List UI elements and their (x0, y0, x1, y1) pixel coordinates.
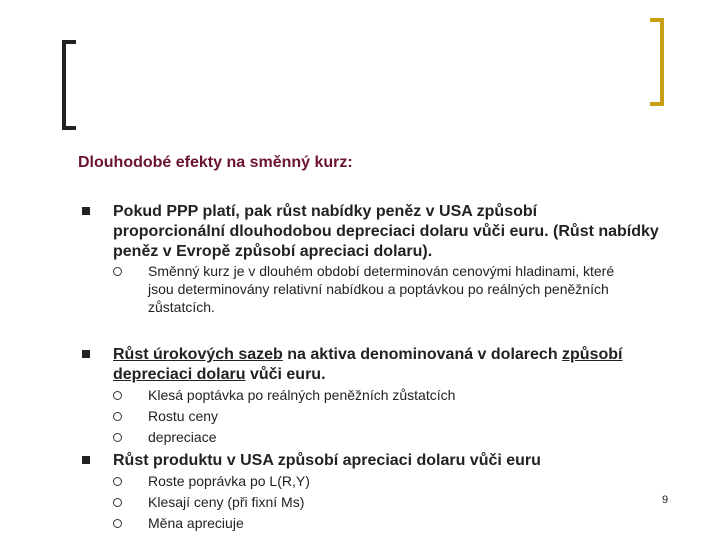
page-number: 9 (662, 494, 669, 506)
sub-bullet-money-demand: Roste poprávka po L(R,Y) (148, 473, 310, 489)
square-bullet-icon (82, 456, 90, 464)
circle-bullet-icon (113, 477, 122, 486)
bullet-line: Pokud PPP platí, pak růst nabídky peněz v USA způsobí (113, 203, 538, 220)
underlined-phrase: depreciaci dolaru (113, 366, 246, 383)
underlined-phrase: Růst úrokových sazeb (113, 346, 283, 363)
slide-heading: Dlouhodobé efekty na směnný kurz: (78, 154, 353, 171)
square-bullet-icon (82, 207, 90, 215)
circle-bullet-icon (113, 498, 122, 507)
bullet-text: vůči euru. (245, 366, 326, 383)
bullet-text: na aktiva denominovaná v dolarech (282, 346, 563, 363)
circle-bullet-icon (113, 519, 122, 528)
circle-bullet-icon (113, 412, 122, 421)
sub-bullet-demand: Klesá poptávka po reálných peněžních zůstatcích (148, 387, 456, 403)
bullet-ppp (113, 202, 720, 262)
bullet-output-growth: Růst produktu v USA způsobí apreciaci dolaru vůči euru (113, 452, 541, 469)
square-bullet-icon (82, 350, 90, 358)
sub-bullet-line: Směnný kurz je v dlouhém období determinován cenovými hladinami, které (148, 263, 615, 279)
sub-bullet-exchange-rate (148, 262, 720, 316)
bullet-line: peněz v Evropě způsobí apreciaci dolaru). (113, 243, 433, 260)
circle-bullet-icon (113, 391, 122, 400)
sub-bullet-appreciation: Měna apreciuje (148, 515, 244, 531)
bullet-line: proporcionální dlouhodobou depreciaci dolaru vůči euru. (Růst nabídky (113, 223, 659, 240)
sub-bullet-line: jsou determinovány relativní nabídkou a poptávkou po reálných peněžních (148, 281, 609, 297)
circle-bullet-icon (113, 267, 122, 276)
circle-bullet-icon (113, 433, 122, 442)
sub-bullet-prices-fall: Klesají ceny (při fixní Ms) (148, 494, 305, 510)
underlined-phrase: způsobí (562, 346, 623, 363)
sub-bullet-prices: Rostu ceny (148, 408, 219, 424)
sub-bullet-depreciation: depreciace (148, 429, 217, 445)
bullet-interest-rates (113, 345, 720, 385)
sub-bullet-line: zůstatcích. (148, 299, 215, 315)
